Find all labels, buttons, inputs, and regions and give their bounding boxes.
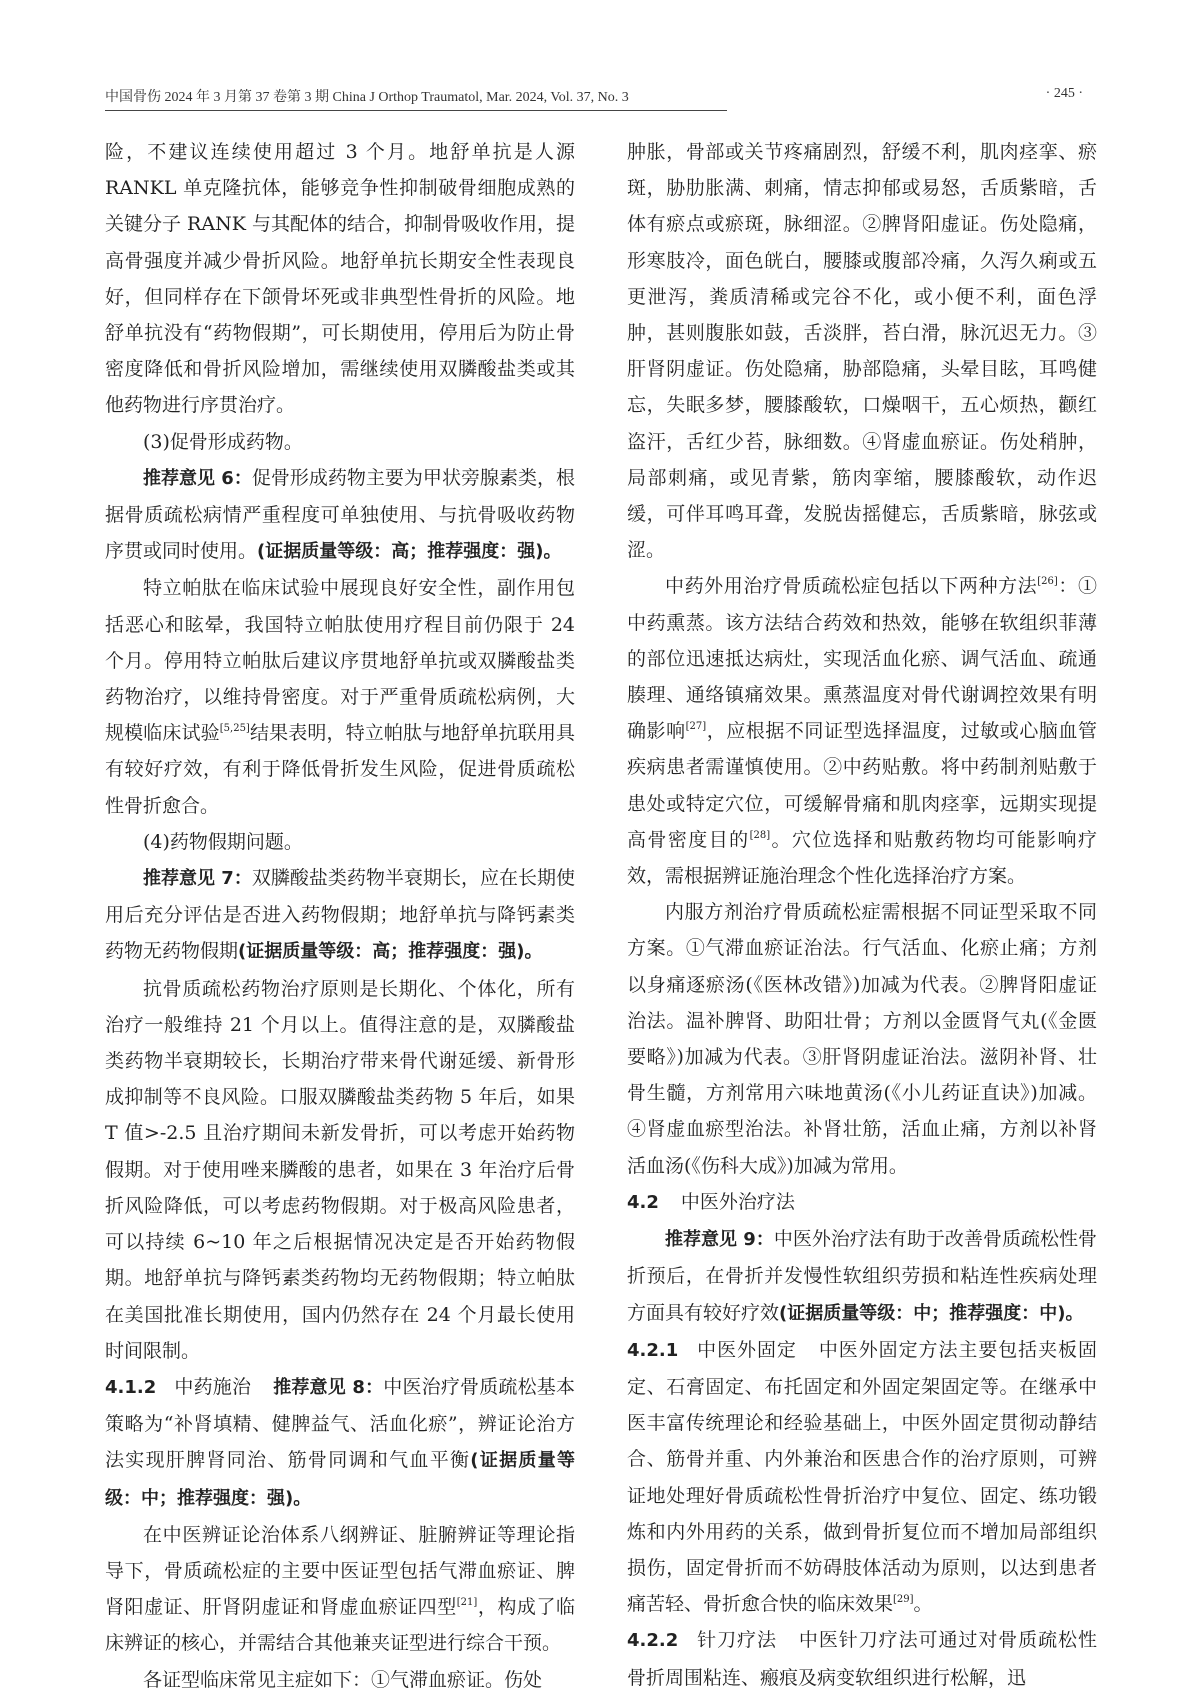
recommendation-7	[105, 860, 575, 971]
section-number: 4.2.1	[627, 1339, 679, 1361]
recommendation-label: 推荐意见 9：	[665, 1229, 774, 1251]
paragraph: 中药外用治疗骨质疏松症包括以下两种方法[26]：①中药熏蒸。该方法结合药效和热效，能够在软组织菲薄的部位迅速抵达病灶，实现活血化瘀、调气活血、疏通腠理、通络镇痛效果。熏蒸温度对骨代谢调控效果有明确影响[27]，应根据不同证型选择温度，过敏或心脑血管疾病患者需谨慎使用。②中药贴敷。将中药制剂贴敷于患处或特定穴位，可缓解骨痛和肌肉痉挛，远期实现提高骨密度目的[28]。穴位选择和贴敷药物均可能影响疗效，需根据辨证施治理念个性化选择治疗方案。	[627, 575, 1097, 888]
evidence-grade: (证据质量等级：高；推荐强度：强)。	[238, 941, 543, 963]
page-number: · 245 ·	[1045, 86, 1083, 101]
recommendation-text: 中医外治疗法有助于改善骨质疏松性骨折预后，在骨折并发慢性软组织劳损和粘连性疾病处理方面具有较好疗效	[627, 1228, 1097, 1324]
recommendation-label: 推荐意见 6：	[143, 467, 252, 489]
recommendation-text: 双膦酸盐类药物半衰期长，应在长期使用后充分评估是否进入药物假期；地舒单抗与降钙素类药物无药物假期	[105, 867, 575, 963]
evidence-grade: (证据质量等级：中；推荐强度：强)。	[105, 1450, 575, 1509]
section-number: 4.2.2	[627, 1630, 679, 1652]
journal-citation: 中国骨伤 2024 年 3 月第 37 卷第 3 期 China J Orthop Traumatol, Mar. 2024, Vol. 37, No. 3	[105, 90, 629, 105]
recommendation-9	[627, 1221, 1097, 1332]
recommendation-label: 推荐意见 7：	[143, 868, 252, 890]
recommendation-label: 推荐意见 8：	[273, 1376, 384, 1398]
subheading: (4)药物假期问题。	[143, 830, 303, 853]
section-4-2	[627, 1184, 1097, 1221]
paragraph: 在中医辨证论治体系八纲辨证、脏腑辨证等理论指导下，骨质疏松症的主要中医证型包括气滞血瘀证、脾肾阳虚证、肝肾阴虚证和肾虚血瘀证四型[21]，构成了临床辨证的核心，并需结合其他兼夹证型进行综合干预。	[105, 1523, 575, 1655]
recommendation-text: 中医治疗骨质疏松基本策略为“补肾填精、健脾益气、活血化瘀”，辨证论治方法实现肝脾肾同治、筋骨同调和气血平衡	[105, 1375, 575, 1472]
paragraph: 各证型临床常见主症如下：①气滞血瘀证。伤处	[143, 1668, 543, 1691]
paragraph: 险，不建议连续使用超过 3 个月。地舒单抗是人源 RANKL 单克隆抗体，能够竞争性抑制破骨细胞成熟的关键分子 RANK 与其配体的结合，抑制骨吸收作用，提高骨强度并减少骨折风险。地舒单抗长期安全性表现良好，但同样存在下颌骨坏死或非典型性骨折的风险。地舒单抗没有“药物假期”，可长期使用，停用后为防止骨密度降低和骨折风险增加，需继续使用双膦酸盐类或其他药物进行序贯治疗。	[105, 141, 575, 417]
paragraph: 肿胀，骨部或关节疼痛剧烈，舒缓不利，肌肉痉挛、瘀斑，胁肋胀满、刺痛，情志抑郁或易怒，舌质紫暗，舌体有瘀点或瘀斑，脉细涩。②脾肾阳虚证。伤处隐痛，形寒肢冷，面色㿠白，腰膝或腹部冷痛，久泻久痢或五更泄泻，粪质清稀或完谷不化，或小便不利，面色浮肿，甚则腹胀如鼓，舌淡胖，苔白滑，脉沉迟无力。③肝肾阴虚证。伤处隐痛，胁部隐痛，头晕目眩，耳鸣健忘，失眠多梦，腰膝酸软，口燥咽干，五心烦热，颧红盗汗，舌红少苔，脉细数。④肾虚血瘀证。伤处稍肿，局部刺痛，或见青紫，筋肉挛缩，腰膝酸软，动作迟缓，可伴耳鸣耳聋，发脱齿摇健忘，舌质紫暗，脉弦或涩。	[627, 141, 1097, 562]
citation-ref: [26]	[1037, 576, 1058, 588]
recommendation-text: 促骨形成药物主要为甲状旁腺素类，根据骨质疏松病情严重程度可单独使用、与抗骨吸收药物序贯或同时使用。	[105, 466, 575, 563]
evidence-grade: (证据质量等级：中；推荐强度：中)。	[779, 1302, 1084, 1324]
section-title: 中医外治疗法	[680, 1190, 795, 1213]
section-title: 中药施治	[174, 1375, 252, 1398]
section-number: 4.2	[627, 1191, 659, 1213]
citation-ref: [28]	[749, 829, 771, 841]
paragraph: 特立帕肽在临床试验中展现良好安全性，副作用包括恶心和眩晕，我国特立帕肽使用疗程目前仍限于 24 个月。停用特立帕肽后建议序贯地舒单抗或双膦酸盐类药物治疗，以维持骨密度。对于严重骨质疏松病例，大规模临床试验[5,25]结果表明，特立帕肽与地舒单抗联用具有较好疗效，有利于降低骨折发生风险，促进骨质疏松性骨折愈合。	[105, 577, 575, 817]
citation-ref: [21]	[456, 1597, 478, 1609]
section-4-2-2: 4.2.2 针刀疗法 中医针刀疗法可通过对骨质疏松性骨折周围粘连、瘢痕及病变软组织进行松解，迅	[627, 1629, 1097, 1689]
paragraph: 内服方剂治疗骨质疏松症需根据不同证型采取不同方案。①气滞血瘀证治法。行气活血、化瘀止痛；方剂以身痛逐瘀汤(《医林改错》)加减为代表。②脾肾阳虚证治法。温补脾肾、助阳壮骨；方剂以金匮肾气丸(《金匮要略》)加减为代表。③肝肾阴虚证治法。滋阴补肾、壮骨生髓，方剂常用六味地黄汤(《小儿药证直诀》)加减。④肾虚血瘀型治法。补肾壮筋，活血止痛，方剂以补肾活血汤(《伤科大成》)加减为常用。	[627, 901, 1097, 1177]
left-column	[105, 134, 575, 1698]
header-rule	[105, 110, 727, 111]
section-4-1-2	[105, 1369, 575, 1517]
section-number: 4.1.2	[105, 1376, 157, 1398]
paragraph: 抗骨质疏松药物治疗原则是长期化、个体化，所有治疗一般维持 21 个月以上。值得注意的是，双膦酸盐类药物半衰期较长，长期治疗带来骨代谢延缓、新骨形成抑制等不良风险。口服双膦酸盐类药物 5 年后，如果 T 值>-2.5 且治疗期间未新发骨折，可以考虑开始药物假期。对于使用唑来膦酸的患者，如果在 3 年治疗后骨折风险降低，可以考虑药物假期。对于极高风险患者，可以持续 6~10 年之后根据情况决定是否开始药物假期。地舒单抗与降钙素类药物均无药物假期；特立帕肽在美国批准长期使用，国内仍然存在 24 个月最长使用时间限制。	[105, 977, 575, 1362]
evidence-grade: (证据质量等级：高；推荐强度：强)。	[257, 541, 562, 563]
recommendation-6	[105, 460, 575, 571]
citation-ref: [5,25]	[219, 723, 250, 735]
section-4-2-1: 4.2.1 中医外固定 中医外固定方法主要包括夹板固定、石膏固定、布托固定和外固定架固定等。在继承中医丰富传统理论和经验基础上，中医外固定贯彻动静结合、筋骨并重、内外兼治和医患合作的治疗原则，可辨证地处理好骨质疏松性骨折治疗中复位、固定、练功锻炼和内外用药的关系，做到骨折复位而不增加局部组织损伤，固定骨折而不妨碍肢体活动为原则，以达到患者痛苦轻、骨折愈合快的临床效果[29]。	[627, 1338, 1097, 1616]
citation-ref: [29]	[893, 1594, 914, 1606]
running-header	[105, 86, 1083, 112]
right-column	[627, 134, 1097, 1696]
citation-ref: [27]	[685, 721, 707, 733]
subheading: (3)促骨形成药物。	[143, 430, 303, 453]
section-title: 中医外固定	[696, 1338, 797, 1361]
section-title: 针刀疗法	[696, 1629, 777, 1652]
